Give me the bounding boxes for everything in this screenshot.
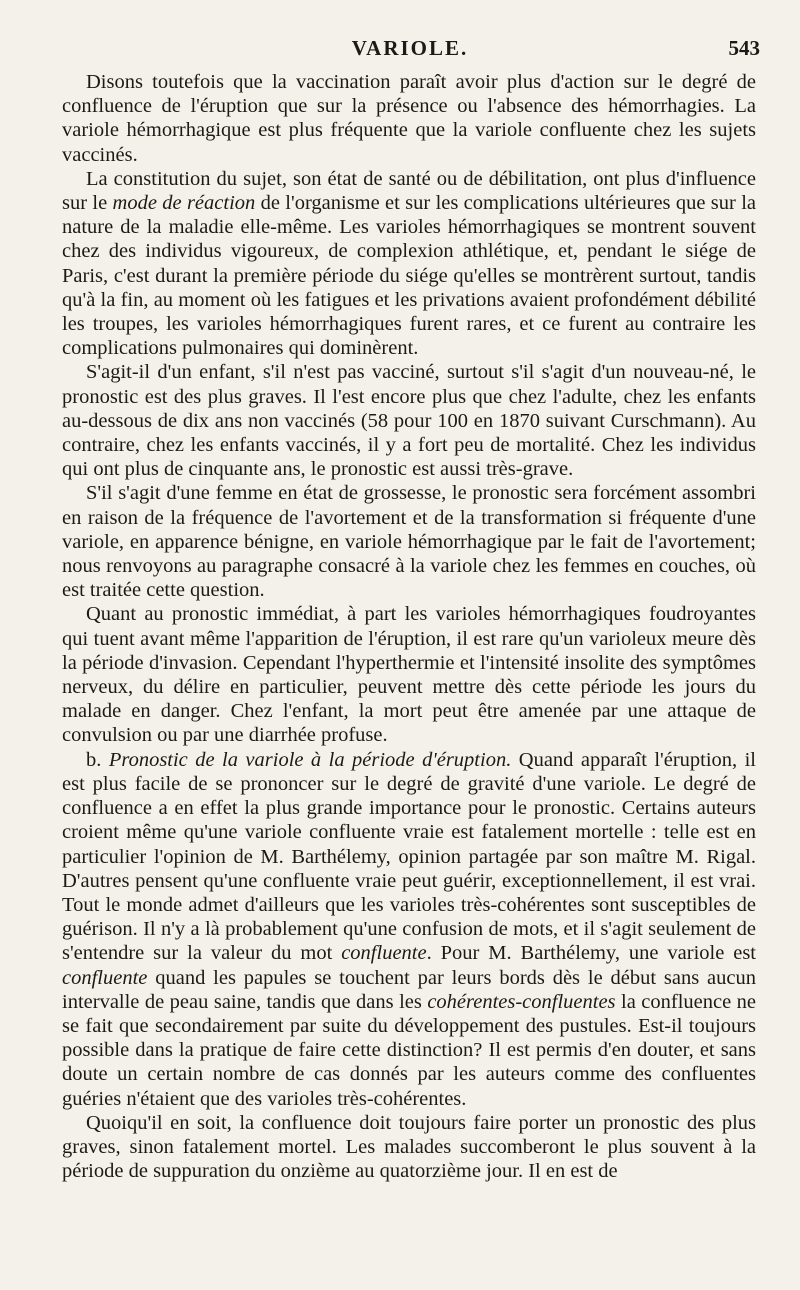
paragraph-enfant: S'agit-il d'un enfant, s'il n'est pas vacciné, surtout s'il s'agit d'un nouveau-né, le pronostic est des plus graves. Il l'est encore plus que chez l'adulte, chez les enfants au-dessous de dix ans non vaccinés (58 pour 100 en 1870 suivant Curschmann). Au contraire, chez les enfants vaccinés, il y a fort peu de mortalité. Chez les individus qui ont plus de cinquante ans, le pronostic est aussi très-grave. — [62, 361, 756, 481]
paragraph-pronostic-eruption: b. Pronostic de la variole à la période d'éruption. Quand apparaît l'éruption, il est plus facile de se prononcer sur le degré de gravité d'une variole. Le degré de confluence a en effet la plus grande importance pour le pronostic. Certains auteurs croient même qu'une variole confluente vraie est fatalement mortelle : telle est en particulier l'opinion de M. Barthélemy, opinion partagée par son maître M. Rigal. D'autres pensent qu'une confluente vraie peut guérir, exceptionnellement, il est vrai. Tout le monde admet d'ailleurs que les varioles très-cohérentes sont susceptibles de guérison. Il n'y a là probablement qu'une confusion de mots, et il s'agit seulement de s'entendre sur la valeur du mot confluente. Pour M. Barthélemy, une variole est confluente quand les papules se touchent par leurs bords dès le début sans aucun intervalle de peau saine, tandis que dans les cohérentes-confluentes la confluence ne se fait que secondairement par suite du développement des pustules. Est-il toujours possible dans la pratique de faire cette distinction? Il est permis d'en douter, et sans doute un certain nombre de cas donnés par les auteurs comme des confluentes guéries n'étaient que des varioles très-cohérentes. — [62, 748, 757, 1110]
page-number: 543 — [728, 36, 760, 60]
paragraph-confluence: Quoiqu'il en soit, la confluence doit toujours faire porter un pronostic des plus graves, sinon fatalement mortel. Les malades succomberont le plus souvent à la période de suppuration du onzième au quatorzième jour. Il en est de — [62, 1111, 756, 1183]
section-heading: Pronostic de la variole à la période d'éruption. — [108, 748, 512, 771]
page-header — [60, 36, 760, 66]
paragraph-constitution: La constitution du sujet, son état de santé ou de débilitation, ont plus d'influence sur le mode de réaction de l'organisme et sur les complications ultérieures que sur la nature de la maladie elle-même. Les varioles hémorrhagiques se montrent souvent chez des individus vigoureux, de complexion athlétique, et, pendant le siége de Paris, c'est durant la première période du siége qu'elles se montrèrent surtout, tandis qu'à la fin, au moment où les fatigues et les privations avaient profondément débilité les troupes, les varioles hémorrhagiques furent rares, et ce furent au contraire les complications pulmonaires qui dominèrent. — [62, 167, 756, 360]
paragraph-grossesse: S'il s'agit d'une femme en état de grossesse, le pronostic sera forcément assombri en raison de la fréquence de l'avortement et de la transformation si fréquente d'une variole, en apparence bénigne, en variole hémorrhagique par le fait de l'avortement; nous renvoyons au paragraphe consacré à la variole chez les femmes en couches, où est traitée cette question. — [62, 482, 756, 602]
running-title: VARIOLE. — [351, 36, 469, 60]
paragraph-vaccination: Disons toutefois que la vaccination paraît avoir plus d'action sur le degré de confluence de l'éruption que sur la présence ou l'absence des hémorrhagies. La variole hémorrhagique est plus fréquente que la variole confluente chez les sujets vaccinés. — [62, 71, 756, 166]
paragraph-pronostic-immediat: Quant au pronostic immédiat, à part les varioles hémorrhagiques foudroyantes qui tuent avant même l'apparition de l'éruption, il est rare qu'un varioleux meure dès la période d'invasion. Cependant l'hyperthermie et l'intensité insolite des symptômes nerveux, du délire en particulier, peuvent mettre dès cette période les jours du malade en danger. Chez l'enfant, la mort peut être amenée par une attaque de convulsion ou par une diarrhée profuse. — [62, 603, 756, 747]
body-text — [62, 70, 756, 1183]
